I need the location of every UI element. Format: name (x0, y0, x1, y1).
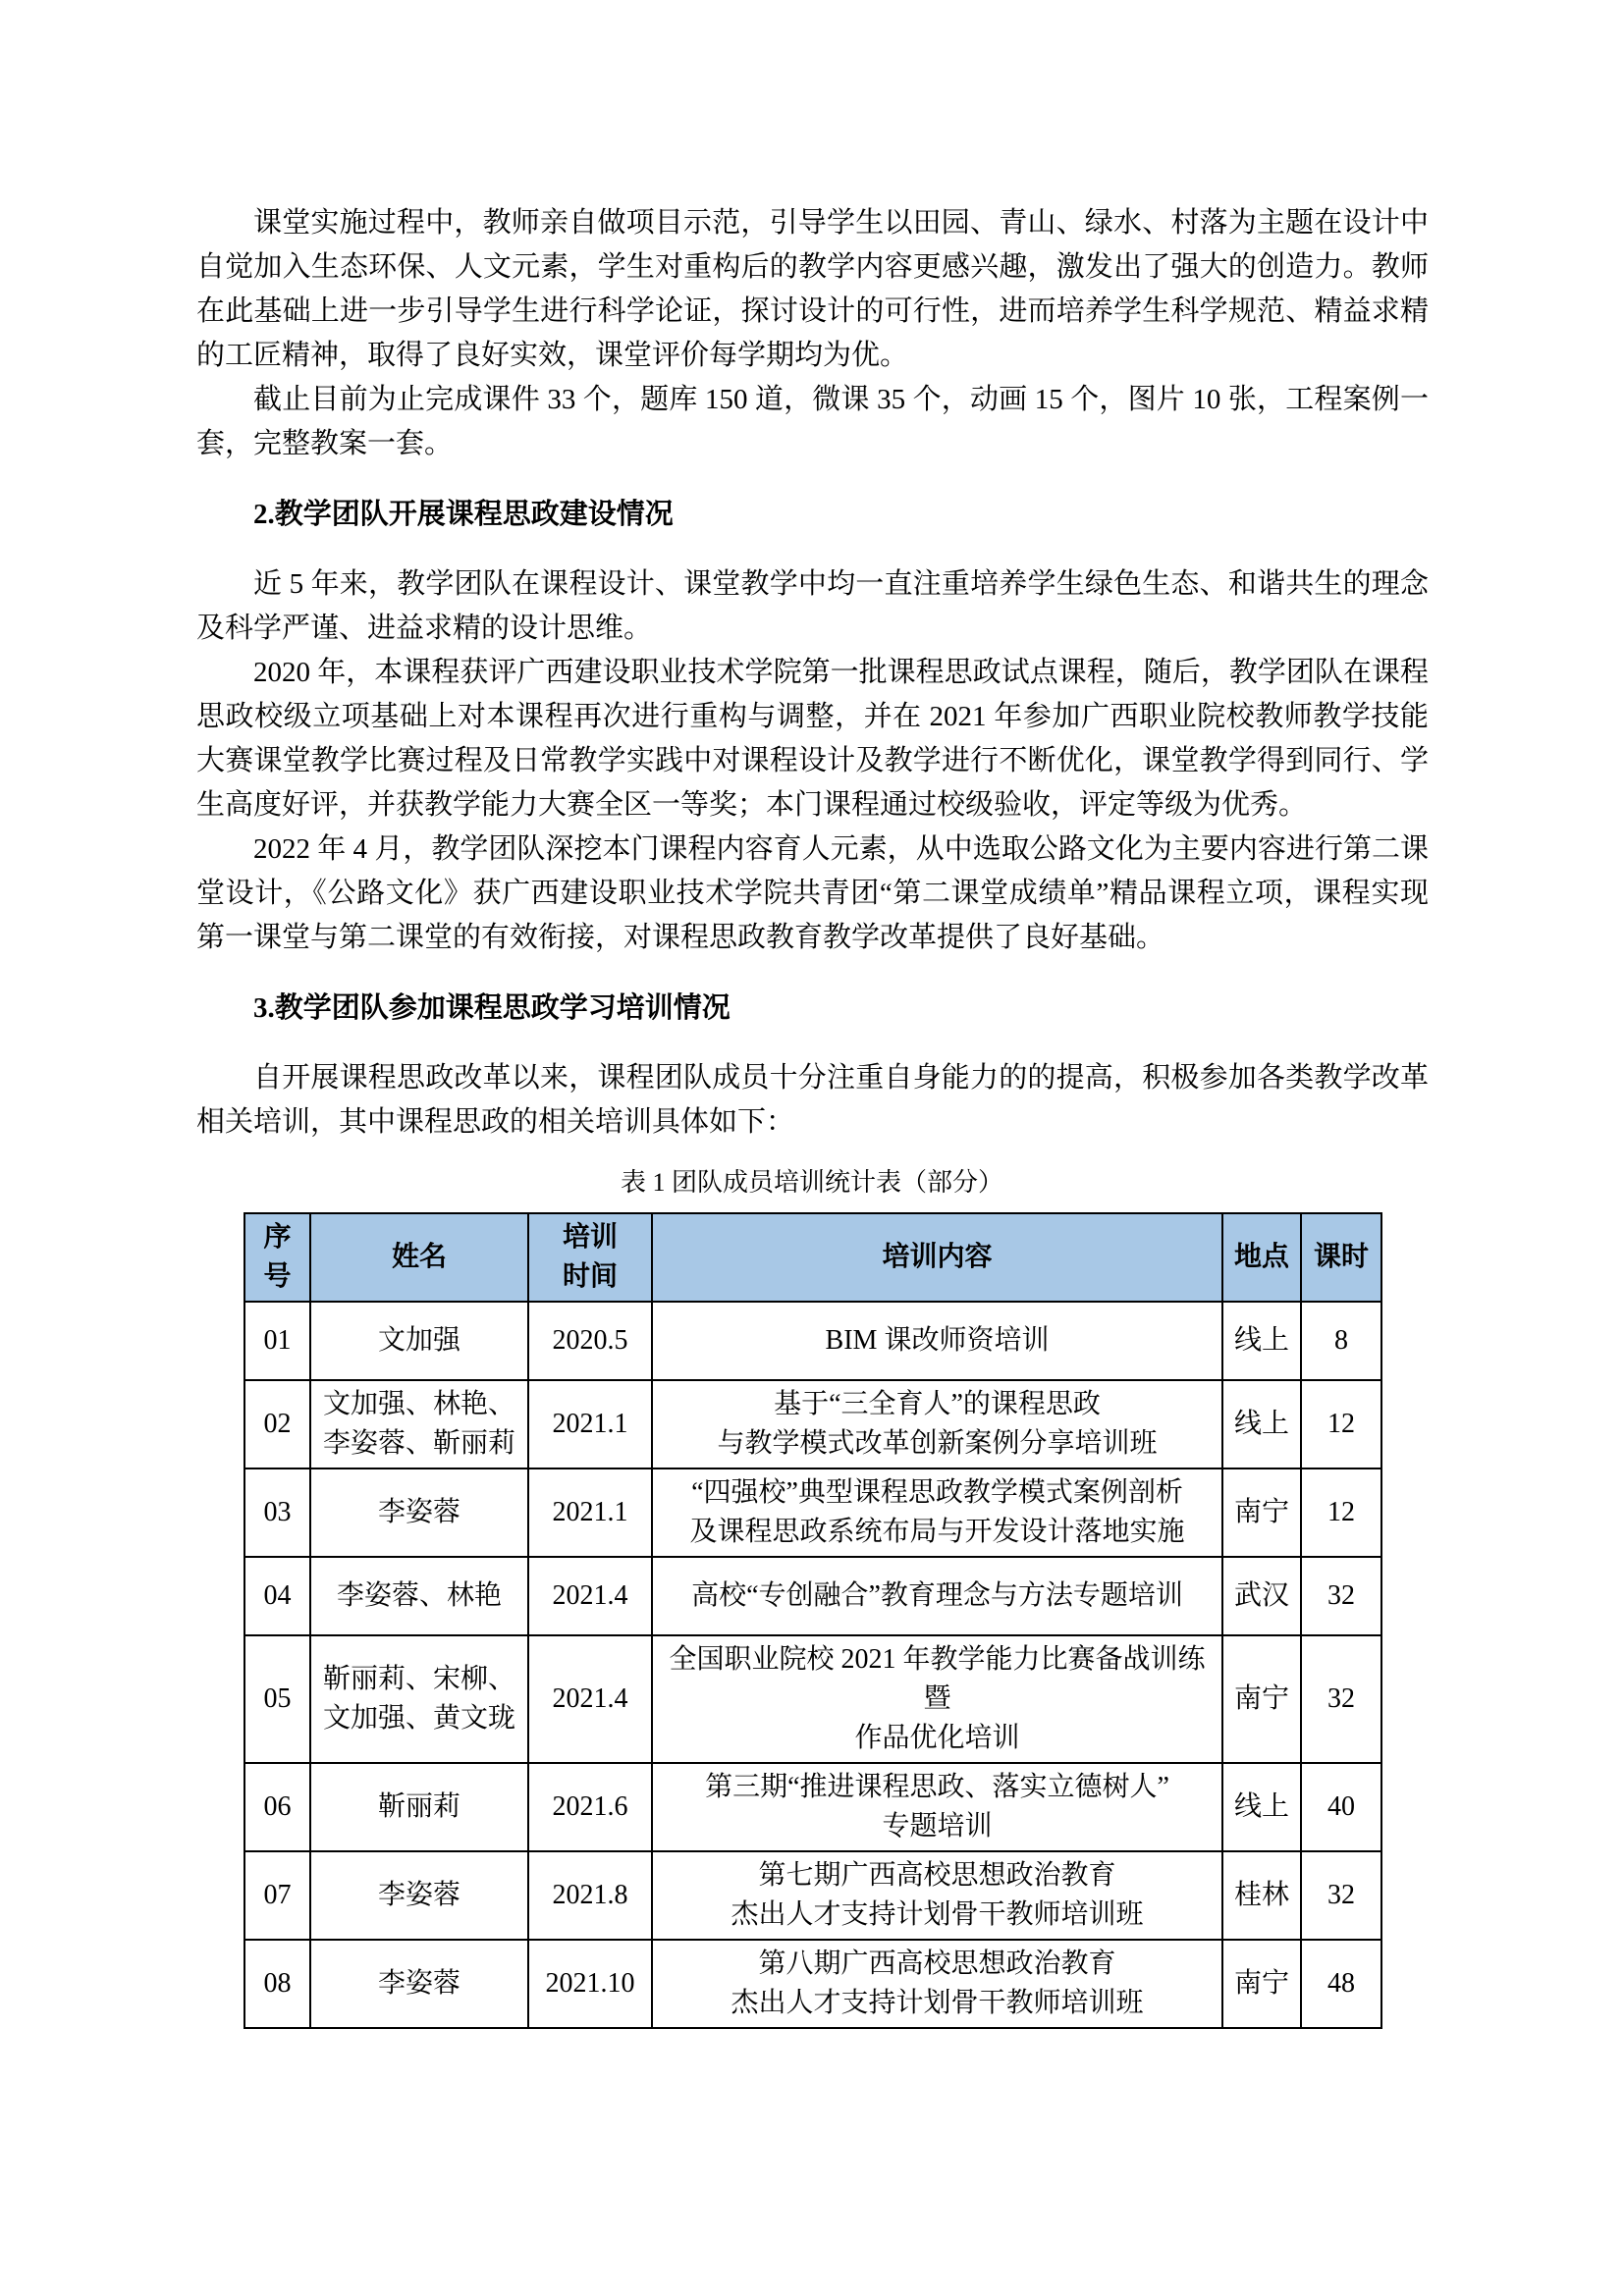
cell-content (652, 1763, 1222, 1851)
cell-hours: 48 (1301, 1940, 1381, 2028)
content-line: BIM 课改师资培训 (825, 1325, 1050, 1356)
table-row (244, 1763, 1381, 1851)
cell-time: 2021.4 (528, 1557, 652, 1635)
table-header-row (244, 1213, 1381, 1302)
content-line: 第八期广西高校思想政治教育 (758, 1949, 1116, 1979)
cell-name (310, 1763, 528, 1851)
cell-hours: 32 (1301, 1635, 1381, 1763)
name-line: 文加强 (377, 1325, 460, 1356)
name-line: 李姿蓉、林艳 (336, 1580, 502, 1611)
cell-place: 南宁 (1222, 1635, 1301, 1763)
cell-name (310, 1468, 528, 1557)
content-line: 高校“专创融合”教育理念与方法专题培训 (691, 1580, 1183, 1611)
content-line: 杰出人才支持计划骨干教师培训班 (731, 1988, 1144, 2018)
header-cell-time (528, 1213, 652, 1302)
header-cell-place (1222, 1213, 1301, 1302)
section-heading-3: 3.教学团队参加课程思政学习培训情况 (253, 992, 731, 1024)
cell-name (310, 1302, 528, 1380)
paragraph-courseware-statistics: 截止目前为止完成课件 33 个，题库 150 道，微课 35 个，动画 15 个，图片 10 张，工程案例一套，完整教案一套。 (196, 384, 1429, 459)
cell-place: 南宁 (1222, 1468, 1301, 1557)
table-row (244, 1635, 1381, 1763)
paragraph-classroom-implementation: 课堂实施过程中，教师亲自做项目示范，引导学生以田园、青山、绿水、村落为主题在设计中自觉加入生态环保、人文元素，学生对重构后的教学内容更感兴趣，激发出了强大的创造力。教师在此基础上进一步引导学生进行科学论证，探讨设计的可行性，进而培养学生科学规范、精益求精的工匠精神，取得了良好实效，课堂评价每学期均为优。 (196, 207, 1429, 371)
training-statistics-table (244, 1212, 1382, 2029)
name-line: 文加强、黄文珑 (322, 1703, 515, 1734)
cell-no: 07 (244, 1851, 310, 1940)
cell-place: 桂林 (1222, 1851, 1301, 1940)
cell-content (652, 1557, 1222, 1635)
header-cell-hours (1301, 1213, 1381, 1302)
content-line: 全国职业院校 2021 年教学能力比赛备战训练暨 (669, 1644, 1206, 1714)
cell-no: 05 (244, 1635, 310, 1763)
table-row (244, 1851, 1381, 1940)
cell-hours: 12 (1301, 1380, 1381, 1468)
content-line: 及课程思政系统布局与开发设计落地实施 (689, 1517, 1185, 1547)
content-line: 基于“三全育人”的课程思政 (774, 1389, 1101, 1419)
cell-name (310, 1851, 528, 1940)
paragraph-training-intro: 自开展课程思政改革以来，课程团队成员十分注重自身能力的的提高，积极参加各类教学改革相关培训，其中课程思政的相关培训具体如下： (196, 1062, 1429, 1138)
cell-name (310, 1635, 528, 1763)
content-line: 第三期“推进课程思政、落实立德树人” (705, 1772, 1169, 1802)
paragraph-five-years: 近 5 年来，教学团队在课程设计、课堂教学中均一直注重培养学生绿色生态、和谐共生的理念及科学严谨、进益求精的设计思维。 (196, 568, 1429, 644)
name-line: 靳丽莉 (377, 1791, 460, 1822)
section-heading-2: 2.教学团队开展课程思政建设情况 (253, 499, 674, 530)
header-cell-line: 地点 (1233, 1242, 1289, 1272)
cell-place: 线上 (1222, 1763, 1301, 1851)
content-line: 第七期广西高校思想政治教育 (758, 1860, 1116, 1891)
cell-place: 南宁 (1222, 1940, 1301, 2028)
name-line: 李姿蓉 (377, 1880, 460, 1910)
name-line: 李姿蓉 (377, 1497, 460, 1527)
table-caption: 表 1 团队成员培训统计表（部分） (620, 1168, 1003, 1197)
content-line: 作品优化培训 (854, 1723, 1020, 1753)
cell-place: 线上 (1222, 1380, 1301, 1468)
header-cell-line: 培训 (562, 1222, 618, 1253)
cell-content (652, 1380, 1222, 1468)
header-cell-name (310, 1213, 528, 1302)
header-cell-content (652, 1213, 1222, 1302)
cell-time: 2021.8 (528, 1851, 652, 1940)
cell-time: 2021.1 (528, 1468, 652, 1557)
cell-place: 线上 (1222, 1302, 1301, 1380)
cell-name (310, 1557, 528, 1635)
name-line: 靳丽莉、宋柳、 (322, 1664, 515, 1694)
cell-time: 2020.5 (528, 1302, 652, 1380)
name-line: 李姿蓉 (377, 1968, 460, 1999)
cell-content (652, 1940, 1222, 2028)
cell-time: 2021.10 (528, 1940, 652, 2028)
cell-no: 03 (244, 1468, 310, 1557)
cell-hours: 12 (1301, 1468, 1381, 1557)
paragraph-2020-pilot-course: 2020 年，本课程获评广西建设职业技术学院第一批课程思政试点课程，随后，教学团队在课程思政校级立项基础上对本课程再次进行重构与调整，并在 2021 年参加广西职业院校教师教学技能大赛课堂教学比赛过程及日常教学实践中对课程设计及教学进行不断优化，课堂教学得到同行、学生高度好评，并获教学能力大赛全区一等奖；本门课程通过校级验收，评定等级为优秀。 (196, 657, 1429, 821)
cell-content (652, 1302, 1222, 1380)
table-row (244, 1468, 1381, 1557)
cell-place: 武汉 (1222, 1557, 1301, 1635)
content-line: 杰出人才支持计划骨干教师培训班 (731, 1899, 1144, 1930)
cell-content (652, 1851, 1222, 1940)
cell-time: 2021.6 (528, 1763, 652, 1851)
cell-no: 04 (244, 1557, 310, 1635)
header-cell-line: 序号 (263, 1222, 292, 1292)
header-cell-line: 课时 (1313, 1242, 1369, 1272)
table-row (244, 1302, 1381, 1380)
cell-hours: 8 (1301, 1302, 1381, 1380)
cell-time: 2021.4 (528, 1635, 652, 1763)
name-line: 文加强、林艳、 (322, 1389, 515, 1419)
table-row (244, 1380, 1381, 1468)
cell-no: 06 (244, 1763, 310, 1851)
cell-name (310, 1380, 528, 1468)
header-cell-line: 姓名 (391, 1242, 447, 1272)
cell-time: 2021.1 (528, 1380, 652, 1468)
content-line: 与教学模式改革创新案例分享培训班 (717, 1428, 1158, 1459)
header-cell-line: 培训内容 (882, 1242, 993, 1272)
content-line: “四强校”典型课程思政教学模式案例剖析 (691, 1477, 1183, 1508)
table-row (244, 1940, 1381, 2028)
header-cell-no (244, 1213, 310, 1302)
cell-hours: 40 (1301, 1763, 1381, 1851)
paragraph-2022-second-classroom: 2022 年 4 月，教学团队深挖本门课程内容育人元素，从中选取公路文化为主要内容进行第二课堂设计，《公路文化》获广西建设职业技术学院共青团“第二课堂成绩单”精品课程立项，课程实现第一课堂与第二课堂的有效衔接，对课程思政教育教学改革提供了良好基础。 (196, 833, 1429, 953)
cell-content (652, 1468, 1222, 1557)
cell-no: 01 (244, 1302, 310, 1380)
cell-hours: 32 (1301, 1557, 1381, 1635)
cell-name (310, 1940, 528, 2028)
table-row (244, 1557, 1381, 1635)
name-line: 李姿蓉、靳丽莉 (322, 1428, 515, 1459)
cell-no: 08 (244, 1940, 310, 2028)
cell-content (652, 1635, 1222, 1763)
header-cell-line: 时间 (562, 1261, 618, 1292)
content-line: 专题培训 (882, 1811, 993, 1842)
cell-hours: 32 (1301, 1851, 1381, 1940)
cell-no: 02 (244, 1380, 310, 1468)
